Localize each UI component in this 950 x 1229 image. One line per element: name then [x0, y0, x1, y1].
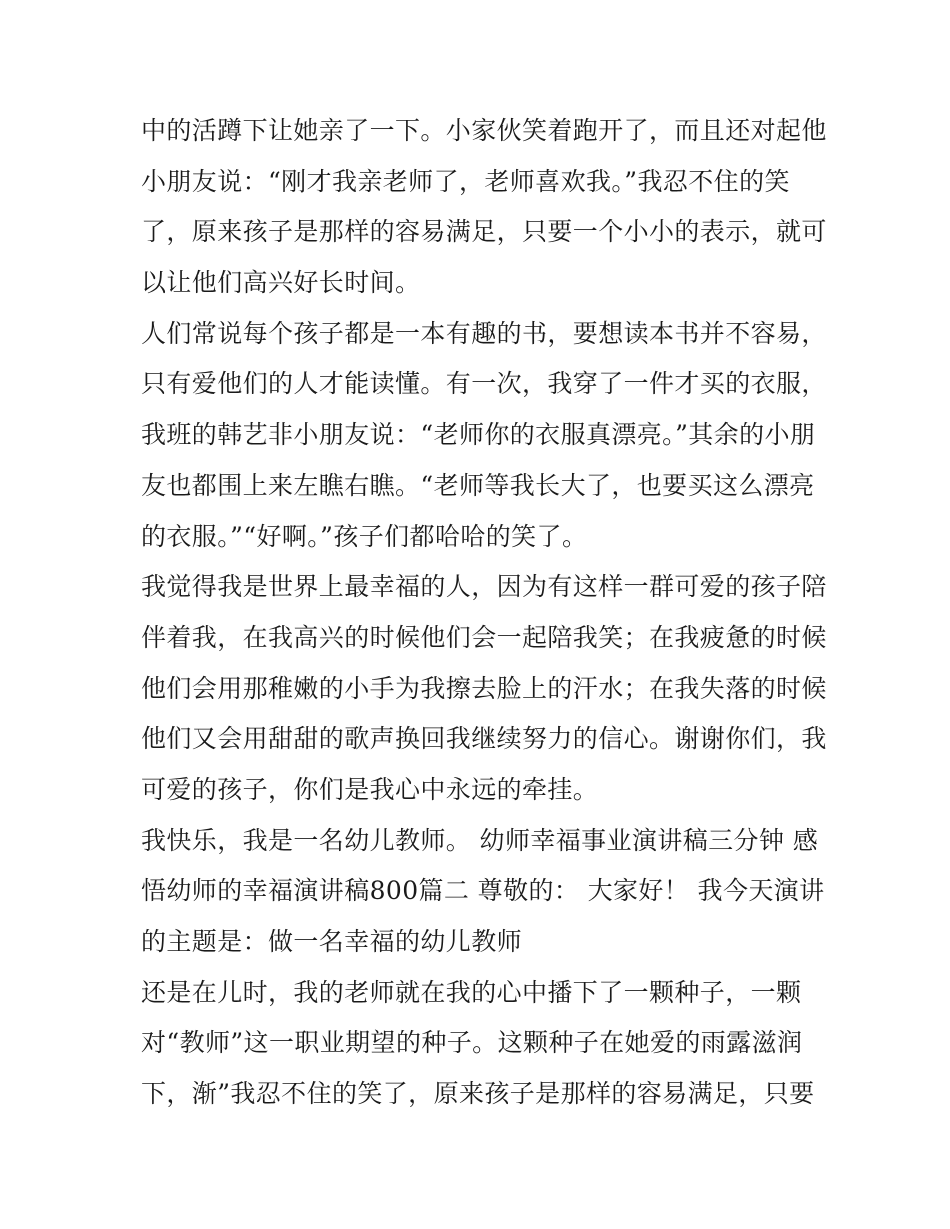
- text-line: 的主题是：做一名幸福的幼儿教师: [141, 927, 523, 956]
- text-line: 下，渐”我忍不住的笑了，原来孩子是那样的容易满足，只要: [141, 1079, 815, 1109]
- text-line: 人们常说每个孩子都是一本有趣的书，要想读本书并不容易，: [141, 318, 827, 348]
- text-line: 伴着我，在我高兴的时候他们会一起陪我笑；在我疲惫的时候: [141, 622, 827, 652]
- text-line: 对“教师”这一职业期望的种子。这颗种子在她爱的雨露滋润: [141, 1028, 803, 1058]
- text-line: 悟幼师的幸福演讲稿800篇二 尊敬的： 大家好！ 我今天演讲: [141, 876, 825, 906]
- text-line: 可爱的孩子，你们是我心中永远的牵挂。: [141, 774, 599, 804]
- text-line: 我觉得我是世界上最幸福的人，因为有这样一群可爱的孩子陪: [141, 572, 827, 602]
- text-line: 友也都围上来左瞧右瞧。“老师等我长大了，也要买这么漂亮: [141, 470, 815, 500]
- text-line: 还是在儿时，我的老师就在我的心中播下了一颗种子，一颗: [141, 977, 802, 1007]
- text-line: 中的活蹲下让她亲了一下。小家伙笑着跑开了，而且还对起他: [141, 116, 827, 145]
- document-body: [141, 106, 827, 1120]
- text-line: 小朋友说：“刚才我亲老师了，老师喜欢我。”我忍不住的笑: [141, 166, 790, 196]
- text-line: 他们又会用甜甜的歌声换回我继续努力的信心。谢谢你们，我: [141, 724, 827, 754]
- text-line: 以让他们高兴好长时间。: [141, 268, 421, 298]
- text-line: 我班的韩艺非小朋友说：“老师你的衣服真漂亮。”其余的小朋: [141, 420, 816, 450]
- text-line: 了，原来孩子是那样的容易满足，只要一个小小的表示，就可: [141, 217, 827, 247]
- text-line: 只有爱他们的人才能读懂。有一次，我穿了一件才买的衣服，: [141, 369, 827, 399]
- text-line: 他们会用那稚嫩的小手为我擦去脸上的汗水；在我失落的时候: [141, 673, 827, 703]
- text-line: 的衣服。”“好啊。”孩子们都哈哈的笑了。: [141, 521, 588, 551]
- text-line: 我快乐，我是一名幼儿教师。 幼师幸福事业演讲稿三分钟 感: [141, 825, 819, 855]
